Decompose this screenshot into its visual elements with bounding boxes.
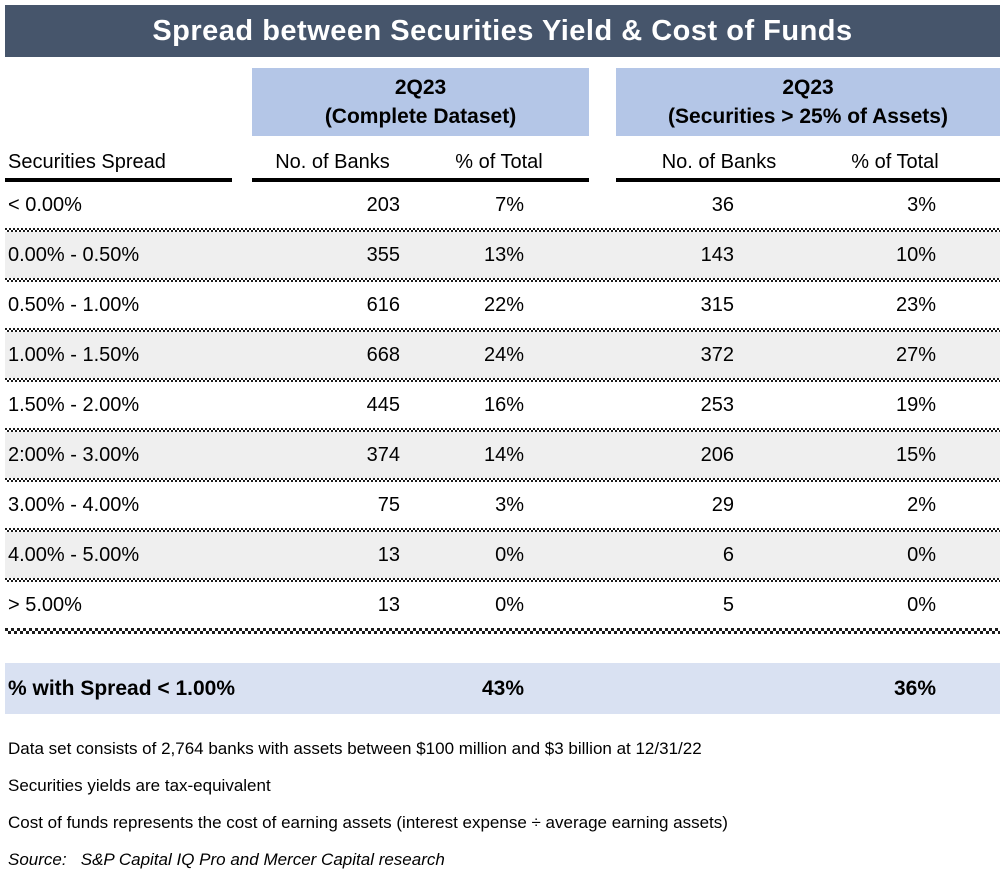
col-header-securities-spread: Securities Spread (8, 151, 166, 173)
row-label: 2:00% - 3.00% (8, 443, 140, 466)
cell-banks1: 75 (377, 493, 400, 516)
group2-subtitle: (Securities > 25% of Assets) (668, 105, 948, 128)
header-underline-group1 (252, 178, 589, 182)
table-row (5, 182, 1000, 228)
cell-pct1: 0% (495, 593, 524, 616)
row-label: > 5.00% (8, 593, 82, 616)
cell-pct2: 3% (907, 193, 936, 216)
group-header-securities-gt-25 (616, 68, 1000, 136)
header-underline-label (5, 178, 232, 182)
header-underline-group2 (616, 178, 1000, 182)
cell-pct1: 0% (495, 543, 524, 566)
cell-banks1: 203 (366, 193, 400, 216)
cell-pct2: 27% (895, 343, 936, 366)
group1-subtitle: (Complete Dataset) (324, 105, 517, 128)
table-row (5, 582, 1000, 628)
row-label: 0.00% - 0.50% (8, 243, 140, 266)
cell-banks2: 36 (711, 193, 734, 216)
cell-banks1: 616 (366, 293, 400, 316)
cell-pct1: 14% (483, 443, 524, 466)
summary-pct-complete: 43% (481, 676, 524, 700)
table-row (5, 332, 1000, 378)
row-label: 3.00% - 4.00% (8, 493, 140, 516)
title-bar (5, 5, 1000, 57)
cell-banks1: 374 (366, 443, 400, 466)
cell-banks2: 315 (700, 293, 734, 316)
col-header-pct-1: % of Total (455, 151, 543, 173)
cell-pct2: 19% (895, 393, 936, 416)
footnotes (5, 740, 1000, 869)
footnote-tax-equivalent: Securities yields are tax-equivalent (8, 776, 271, 795)
cell-banks2: 6 (722, 543, 734, 566)
cell-pct1: 3% (495, 493, 524, 516)
group1-period: 2Q23 (394, 76, 447, 99)
group2-period: 2Q23 (782, 76, 834, 99)
source-line: Source: S&P Capital IQ Pro and Mercer Capital research (8, 850, 445, 869)
cell-banks2: 206 (700, 443, 734, 466)
row-label: < 0.00% (8, 193, 82, 216)
cell-banks1: 668 (366, 343, 400, 366)
cell-banks2: 29 (711, 493, 734, 516)
group-header-complete-dataset (252, 68, 589, 136)
table-row (5, 482, 1000, 528)
table-bottom-border (5, 628, 1000, 634)
table-row (5, 232, 1000, 278)
cell-pct1: 22% (483, 293, 524, 316)
col-header-banks-1: No. of Banks (275, 151, 390, 173)
row-label: 1.00% - 1.50% (8, 343, 140, 366)
summary-label: % with Spread < 1.00% (8, 676, 236, 700)
cell-banks1: 13 (377, 593, 400, 616)
table-row (5, 282, 1000, 328)
cell-banks1: 13 (377, 543, 400, 566)
column-header-row (5, 136, 1000, 182)
cell-pct1: 16% (483, 393, 524, 416)
col-header-pct-2: % of Total (851, 151, 939, 173)
cell-pct2: 23% (895, 293, 936, 316)
cell-banks2: 372 (700, 343, 734, 366)
cell-banks2: 143 (700, 243, 734, 266)
row-label: 0.50% - 1.00% (8, 293, 140, 316)
col-gap (588, 136, 616, 182)
table-body (5, 182, 1000, 634)
table-row (5, 432, 1000, 478)
summary-row (5, 663, 1000, 714)
cell-banks1: 445 (366, 393, 400, 416)
cell-pct1: 7% (495, 193, 524, 216)
cell-banks1: 355 (366, 243, 400, 266)
group-header-row (5, 68, 1000, 136)
cell-banks2: 5 (722, 593, 734, 616)
cell-pct1: 13% (483, 243, 524, 266)
table-row (5, 532, 1000, 578)
table-row (5, 382, 1000, 428)
cell-pct2: 2% (907, 493, 936, 516)
row-label: 1.50% - 2.00% (8, 393, 140, 416)
footnote-cost-of-funds: Cost of funds represents the cost of earning assets (interest expense ÷ average earning assets) (8, 813, 728, 832)
cell-pct2: 0% (907, 593, 936, 616)
page-title: Spread between Securities Yield & Cost of Funds (152, 14, 853, 47)
summary-pct-securities: 36% (893, 676, 936, 700)
cell-pct1: 24% (483, 343, 524, 366)
cell-pct2: 15% (895, 443, 936, 466)
col-header-banks-2: No. of Banks (661, 151, 777, 173)
cell-banks2: 253 (700, 393, 734, 416)
cell-pct2: 10% (895, 243, 936, 266)
footnote-dataset: Data set consists of 2,764 banks with assets between $100 million and $3 billion at 12/31/22 (8, 739, 702, 758)
cell-pct2: 0% (907, 543, 936, 566)
row-label: 4.00% - 5.00% (8, 543, 140, 566)
